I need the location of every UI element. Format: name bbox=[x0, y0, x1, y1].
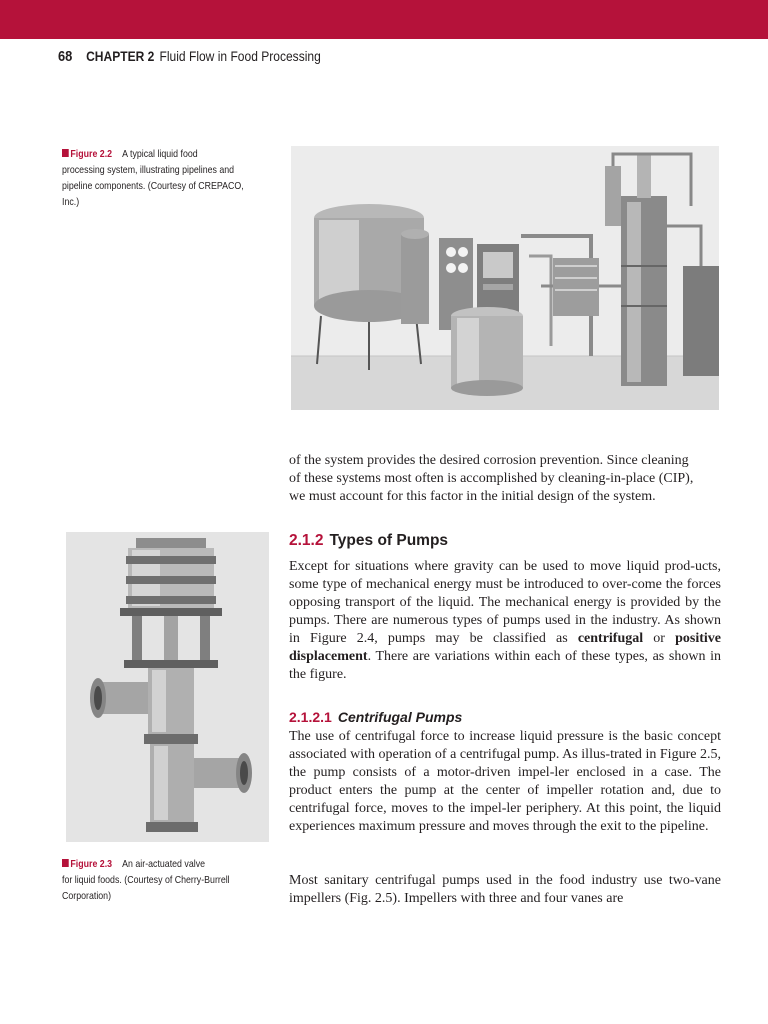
caption-line: A typical liquid food bbox=[122, 148, 198, 160]
subsection-title: Centrifugal Pumps bbox=[337, 709, 463, 725]
page-number: 68 bbox=[58, 48, 73, 65]
section-heading bbox=[289, 532, 448, 554]
figure-2-3-photo bbox=[66, 532, 269, 842]
paragraph-line: we must account for this factor in the initial design of the system. bbox=[289, 489, 656, 504]
paragraph-text: . There are variations within each of these types, as shown in the figure. bbox=[289, 649, 721, 682]
chapter-title: Fluid Flow in Food Processing bbox=[159, 48, 321, 64]
figure-2-2-caption bbox=[62, 146, 257, 210]
subsection-number: 2.1.2.1 bbox=[289, 709, 332, 725]
paragraph-text: or bbox=[643, 631, 676, 646]
caption-line: Corporation) bbox=[62, 890, 112, 902]
caption-line: for liquid foods. (Courtesy of Cherry-Burrell bbox=[62, 874, 230, 886]
paragraph-line: of the system provides the desired corrosion prevention. Since cleaning bbox=[289, 453, 689, 468]
header-color-bar bbox=[0, 0, 768, 39]
caption-marker-icon bbox=[62, 859, 69, 867]
subsection-paragraph-2: Most sanitary centrifugal pumps used in the food industry use two-vane impellers (Fig. 2.5). Impellers with three and four vanes are bbox=[289, 873, 721, 906]
section-title: Types of Pumps bbox=[329, 532, 449, 549]
intro-paragraph bbox=[289, 452, 721, 506]
caption-line: Inc.) bbox=[62, 196, 80, 208]
caption-line: An air-actuated valve bbox=[122, 858, 206, 870]
figure-label: Figure 2.3 bbox=[70, 858, 113, 870]
paragraph-line: of these systems most often is accomplished by cleaning-in-place (CIP), bbox=[289, 471, 694, 486]
subsection-heading bbox=[289, 709, 462, 729]
subsection-paragraph-1: The use of centrifugal force to increase liquid pressure is the basic concept associated with operation of a centrifugal pump. As illus-trated in Figure 2.5, the pump consists of a motor-driven impel-ler enclosed in a case. The product enters the pump at the center of impeller rotation and, due to centrifugal force, moves to the impel-ler periphery. At this point, the liquid experiences maximum pressure and moves through the exit to the pipeline. bbox=[289, 729, 721, 834]
figure-2-3-caption bbox=[62, 856, 257, 904]
section-number: 2.1.2 bbox=[289, 532, 324, 549]
figure-label: Figure 2.2 bbox=[70, 148, 113, 160]
paragraph-text: Except for situations where gravity can be used to move liquid prod-ucts, some type of mechanical energy must be introduced to over-come the forces opposing transport of the liquid. The mechanical energy is provided by the pumps. There are numerous types of pumps used in the industry. As shown in Figure 2.4, pumps may be classified as bbox=[289, 559, 721, 646]
caption-line: pipeline components. (Courtesy of CREPACO, bbox=[62, 180, 244, 192]
section-paragraph bbox=[289, 558, 721, 684]
figure-2-2-photo bbox=[291, 146, 719, 410]
caption-marker-icon bbox=[62, 149, 69, 157]
term-centrifugal: centrifugal bbox=[577, 631, 644, 646]
running-head bbox=[58, 48, 321, 70]
caption-line: processing system, illustrating pipelines and bbox=[62, 164, 235, 176]
chapter-label: CHAPTER 2 bbox=[86, 48, 155, 64]
term-positive-displacement: positive displacement bbox=[289, 631, 721, 664]
